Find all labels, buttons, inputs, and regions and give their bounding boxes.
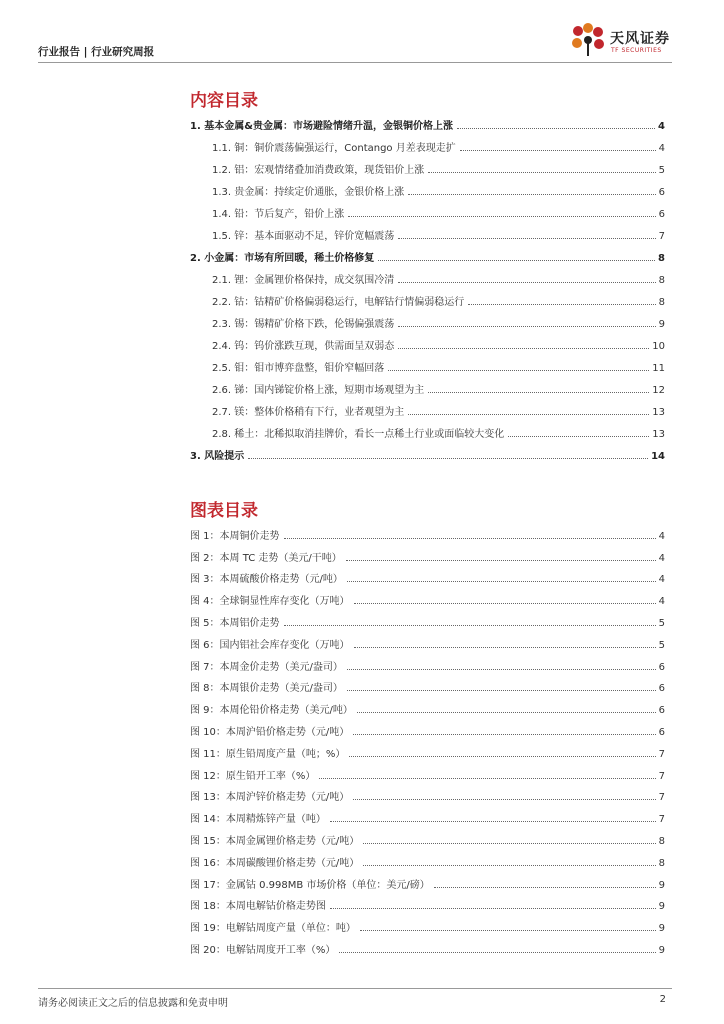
dot-leader <box>398 326 655 327</box>
figure-entry-text: 图 13：本周沪锌价格走势（元/吨） <box>190 792 350 804</box>
figure-entry[interactable] <box>190 520 665 542</box>
figure-entry-page: 9 <box>658 901 665 913</box>
figure-entry[interactable] <box>190 564 665 586</box>
figure-entry[interactable] <box>190 760 665 782</box>
toc-entry-text: 2. 小金属：市场有所回暖，稀土价格修复 <box>190 253 375 264</box>
toc-entry-text: 1. 基本金属&贵金属：市场避险情绪升温，金银铜价格上涨 <box>190 121 453 132</box>
footer-divider <box>38 988 672 989</box>
toc-entry[interactable] <box>190 132 665 154</box>
figure-entry-page: 8 <box>658 857 665 869</box>
toc-entry-text: 1.3. 贵金属：持续定价通胀，金银价格上涨 <box>212 187 405 198</box>
toc-entry-page: 10 <box>652 341 665 352</box>
figure-entry[interactable] <box>190 651 665 673</box>
toc-entry-page: 13 <box>652 407 665 418</box>
toc-entry[interactable] <box>190 154 665 176</box>
toc-entry-text: 2.8. 稀土：北稀拟取消挂牌价，看长一点稀土行业或面临较大变化 <box>212 429 505 440</box>
dot-leader <box>347 690 656 691</box>
figure-entry-page: 7 <box>658 770 665 782</box>
toc-entry-page: 6 <box>658 209 665 220</box>
dot-leader <box>339 952 655 953</box>
toc-entry[interactable] <box>190 198 665 220</box>
toc-entry[interactable] <box>190 330 665 352</box>
toc-entry[interactable] <box>190 440 665 462</box>
company-logo <box>568 20 688 62</box>
toc-entry[interactable] <box>190 242 665 264</box>
toc-entry-text: 2.5. 钼：钼市博弈盘整，钼价窄幅回落 <box>212 363 385 374</box>
dot-leader <box>468 304 655 305</box>
figure-entry-page: 9 <box>658 944 665 956</box>
dot-leader <box>398 238 655 239</box>
dot-leader <box>434 887 656 888</box>
figure-entry[interactable] <box>190 673 665 695</box>
report-header: 行业报告 | 行业研究周报 <box>38 46 155 58</box>
toc-entry[interactable] <box>190 220 665 242</box>
toc-entry[interactable] <box>190 418 665 440</box>
toc-entry-page: 11 <box>652 363 665 374</box>
dot-leader <box>353 734 655 735</box>
dot-leader <box>354 647 656 648</box>
figure-entry-text: 图 5：本周铝价走势 <box>190 617 280 629</box>
dot-leader <box>353 799 655 800</box>
footer-disclaimer: 请务必阅读正文之后的信息披露和免责申明 <box>38 998 228 1009</box>
toc-entry-text: 1.4. 铅：节后复产，铅价上涨 <box>212 209 345 220</box>
figure-entry[interactable] <box>190 891 665 913</box>
toc-entry-text: 2.1. 锂：金属锂价格保持，成交氛围冷清 <box>212 275 395 286</box>
toc-entry-page: 12 <box>652 385 665 396</box>
dot-leader <box>408 194 655 195</box>
toc-entry[interactable] <box>190 110 665 132</box>
dot-leader <box>319 778 655 779</box>
figure-entry-page: 7 <box>658 792 665 804</box>
dot-leader <box>347 669 656 670</box>
dot-leader <box>457 128 655 129</box>
figure-entry-text: 图 20：电解钴周度开工率（%） <box>190 944 336 956</box>
toc-entry-page: 8 <box>658 297 665 308</box>
dot-leader <box>357 712 656 713</box>
toc-entry-page: 5 <box>658 165 665 176</box>
figure-entry-page: 4 <box>658 574 665 586</box>
dot-leader <box>378 260 655 261</box>
figure-entry-page: 4 <box>658 596 665 608</box>
figure-entry[interactable] <box>190 782 665 804</box>
figure-entry-page: 9 <box>658 879 665 891</box>
toc-entry-text: 1.2. 铝：宏观情绪叠加消费政策，现货铝价上涨 <box>212 165 425 176</box>
figure-entry[interactable] <box>190 607 665 629</box>
dot-leader <box>460 150 656 151</box>
toc-entry-text: 2.7. 镁：整体价格稍有下行，业者观望为主 <box>212 407 405 418</box>
toc-entry-page: 4 <box>658 121 665 132</box>
dot-leader <box>398 348 649 349</box>
figure-entry[interactable] <box>190 585 665 607</box>
header-divider <box>38 62 672 63</box>
figure-entry-page: 7 <box>658 748 665 760</box>
figure-entry-text: 图 16：本周碳酸锂价格走势（元/吨） <box>190 857 360 869</box>
dot-leader <box>408 414 649 415</box>
figure-entry-text: 图 1：本周铜价走势 <box>190 530 280 542</box>
dot-leader <box>248 458 648 459</box>
figure-entry[interactable] <box>190 738 665 760</box>
toc-entry[interactable] <box>190 396 665 418</box>
dot-leader <box>330 908 656 909</box>
figure-entry-text: 图 3：本周硫酸价格走势（元/吨） <box>190 574 343 586</box>
figures-list <box>190 520 665 956</box>
figure-entry-page: 6 <box>658 683 665 695</box>
dot-leader <box>330 821 656 822</box>
figure-entry-page: 8 <box>658 835 665 847</box>
figure-entry[interactable] <box>190 803 665 825</box>
dot-leader <box>360 930 656 931</box>
figure-entry[interactable] <box>190 934 665 956</box>
figure-entry-page: 4 <box>658 530 665 542</box>
toc-title: 内容目录 <box>190 91 258 111</box>
figure-entry-text: 图 7：本周金价走势（美元/盎司） <box>190 661 343 673</box>
toc-entry-text: 1.5. 锌：基本面驱动不足，锌价宽幅震荡 <box>212 231 395 242</box>
figure-entry[interactable] <box>190 629 665 651</box>
figure-entry-text: 图 17：金属钴 0.998MB 市场价格（单位：美元/磅） <box>190 879 430 891</box>
figure-entry-text: 图 8：本周银价走势（美元/盎司） <box>190 683 343 695</box>
dot-leader <box>346 560 656 561</box>
figure-entry-page: 9 <box>658 923 665 935</box>
figure-entry-text: 图 10：本周沪铅价格走势（元/吨） <box>190 726 350 738</box>
figure-entry-text: 图 18：本周电解钴价格走势图 <box>190 901 326 913</box>
figure-entry-page: 6 <box>658 661 665 673</box>
toc-entry-text: 2.2. 钴：钴精矿价格偏弱稳运行，电解钴行情偏弱稳运行 <box>212 297 465 308</box>
dot-leader <box>388 370 649 371</box>
toc-entry-page: 6 <box>658 187 665 198</box>
figure-entry-text: 图 14：本周精炼锌产量（吨） <box>190 814 326 826</box>
dot-leader <box>508 436 649 437</box>
toc-entry[interactable] <box>190 352 665 374</box>
logo-flower-icon <box>568 22 608 58</box>
figure-entry-text: 图 12：原生铅开工率（%） <box>190 770 316 782</box>
toc-list <box>190 110 665 462</box>
figure-entry[interactable] <box>190 912 665 934</box>
dot-leader <box>363 843 655 844</box>
toc-entry-page: 14 <box>651 451 665 462</box>
toc-entry-text: 1.1. 铜：铜价震荡偏强运行，Contango 月差表现走扩 <box>212 143 456 154</box>
toc-entry-text: 3. 风险提示 <box>190 451 245 462</box>
figure-entry-text: 图 19：电解钴周度产量（单位：吨） <box>190 923 356 935</box>
dot-leader <box>428 392 649 393</box>
figure-entry[interactable] <box>190 869 665 891</box>
dot-leader <box>284 538 656 539</box>
figure-entry[interactable] <box>190 694 665 716</box>
figure-entry-text: 图 4：全球铜显性库存变化（万吨） <box>190 596 350 608</box>
toc-entry[interactable] <box>190 286 665 308</box>
toc-entry-text: 2.6. 锑：国内锑锭价格上涨，短期市场观望为主 <box>212 385 425 396</box>
logo-subtitle: TF SECURITIES <box>611 47 662 54</box>
figure-entry-page: 4 <box>658 552 665 564</box>
figure-entry-page: 5 <box>658 617 665 629</box>
dot-leader <box>347 581 656 582</box>
dot-leader <box>398 282 655 283</box>
dot-leader <box>363 865 655 866</box>
figure-entry-page: 5 <box>658 639 665 651</box>
dot-leader <box>354 603 656 604</box>
figure-entry-text: 图 11：原生铅周度产量（吨；%） <box>190 748 346 760</box>
toc-entry-text: 2.4. 钨：钨价涨跌互现，供需面呈双弱态 <box>212 341 395 352</box>
figure-entry[interactable] <box>190 825 665 847</box>
figures-title: 图表目录 <box>190 501 258 521</box>
figure-entry-page: 7 <box>658 814 665 826</box>
toc-entry-text: 2.3. 锡：锡精矿价格下跌，伦锡偏强震荡 <box>212 319 395 330</box>
dot-leader <box>349 756 655 757</box>
toc-entry[interactable] <box>190 374 665 396</box>
toc-entry[interactable] <box>190 308 665 330</box>
figure-entry[interactable] <box>190 716 665 738</box>
figure-entry[interactable] <box>190 542 665 564</box>
figure-entry-page: 6 <box>658 726 665 738</box>
toc-entry[interactable] <box>190 264 665 286</box>
figure-entry[interactable] <box>190 847 665 869</box>
figure-entry-text: 图 15：本周金属锂价格走势（元/吨） <box>190 835 360 847</box>
figure-entry-text: 图 9：本周伦铅价格走势（美元/吨） <box>190 705 353 717</box>
logo-name: 天风证券 <box>610 31 670 47</box>
toc-entry-page: 8 <box>658 253 665 264</box>
dot-leader <box>348 216 655 217</box>
toc-entry-page: 13 <box>652 429 665 440</box>
figure-entry-text: 图 2：本周 TC 走势（美元/干吨） <box>190 552 342 564</box>
dot-leader <box>284 625 656 626</box>
toc-entry[interactable] <box>190 176 665 198</box>
dot-leader <box>428 172 655 173</box>
toc-entry-page: 4 <box>658 143 665 154</box>
page-number: 2 <box>659 994 666 1005</box>
toc-entry-page: 7 <box>658 231 665 242</box>
figure-entry-page: 6 <box>658 705 665 717</box>
toc-entry-page: 8 <box>658 275 665 286</box>
toc-entry-page: 9 <box>658 319 665 330</box>
figure-entry-text: 图 6：国内铝社会库存变化（万吨） <box>190 639 350 651</box>
